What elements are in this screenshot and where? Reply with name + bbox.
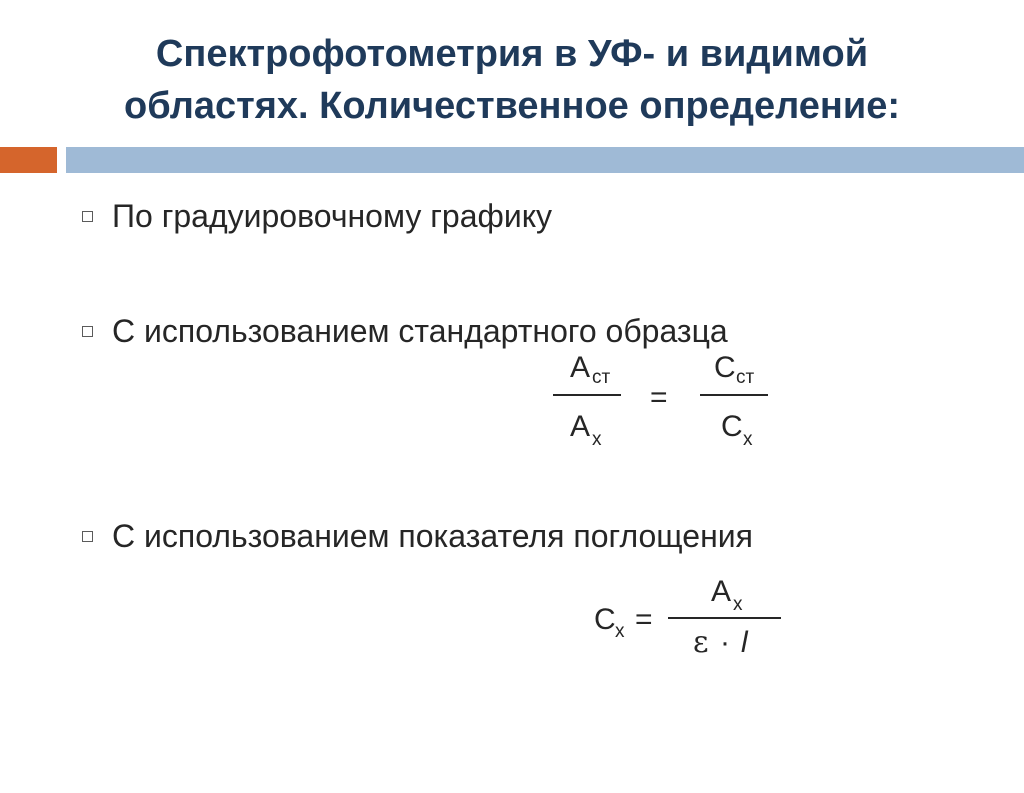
formula-right-fraction-bar (700, 394, 768, 396)
formula-left-numerator-sub: ст (592, 367, 611, 388)
formula-left-numerator: A (570, 351, 591, 384)
accent-bar (0, 147, 57, 173)
bullet-item-standard-sample (82, 311, 728, 351)
formula-l: l (741, 626, 748, 659)
formula-equals-sign: = (650, 381, 668, 414)
bullet-item-absorption-index (82, 516, 753, 556)
formula-numerator-sub: x (733, 594, 743, 615)
bullet-text: С использованием показателя поглощения (112, 518, 753, 554)
formula-equals-sign: = (635, 603, 653, 636)
slide-title-line-1: Спектрофотометрия в УФ- и видимой (155, 33, 869, 75)
square-bullet-icon (82, 531, 93, 542)
formula-left-fraction-bar (553, 394, 621, 396)
formula-epsilon: ε (693, 625, 709, 660)
formula-standard-ratio (540, 350, 800, 460)
formula-right-numerator-sub: ст (736, 367, 755, 388)
square-bullet-icon (82, 211, 93, 222)
formula-lhs-sub: x (615, 621, 625, 642)
formula-fraction-bar (668, 617, 781, 619)
formula-left-denominator-sub: x (592, 429, 602, 450)
slide-title (60, 28, 964, 132)
title-rule-bar (66, 147, 1024, 173)
square-bullet-icon (82, 326, 93, 337)
bullet-item-calibration-graph (82, 196, 552, 236)
formula-right-denominator: C (721, 410, 743, 443)
formula-absorption-index (590, 575, 800, 665)
formula-dot: · (720, 626, 730, 659)
formula-lhs: C (594, 603, 616, 636)
formula-numerator: A (711, 575, 732, 608)
formula-right-numerator: C (714, 351, 736, 384)
formula-left-denominator: A (570, 410, 591, 443)
bullet-text: По градуировочному графику (112, 198, 553, 234)
bullet-text: С использованием стандартного образца (112, 313, 728, 349)
slide-title-line-2: областях. Количественное определение: (123, 85, 900, 127)
formula-right-denominator-sub: x (743, 429, 753, 450)
